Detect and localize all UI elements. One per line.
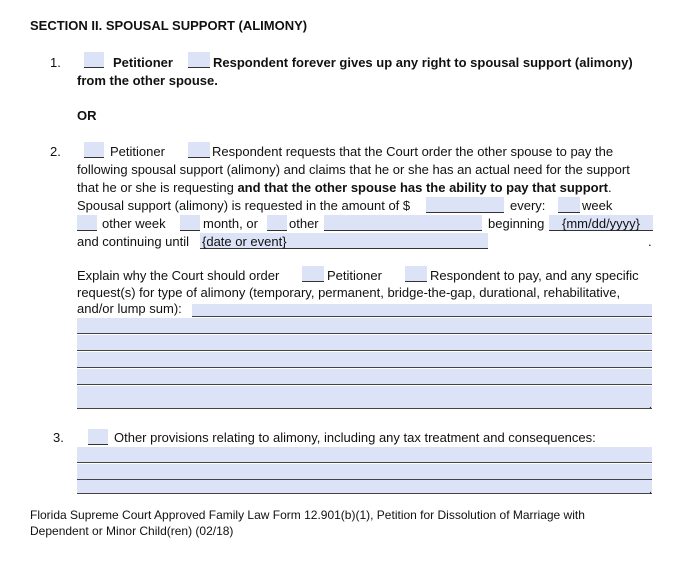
- item3-end-period: .: [649, 485, 652, 496]
- explain-text-line-4[interactable]: [77, 352, 652, 368]
- item1-petitioner-checkbox[interactable]: [84, 52, 104, 68]
- other-label: other: [289, 216, 319, 231]
- item3-checkbox[interactable]: [88, 429, 108, 445]
- footer-line1: Florida Supreme Court Approved Family Law Form 12.901(b)(1), Petition for Dissolution of Marriage with: [30, 508, 585, 522]
- explain-petitioner-checkbox[interactable]: [302, 266, 324, 282]
- beginning-date-placeholder: {mm/dd/yyyy}: [562, 216, 641, 231]
- explain-text-line-3[interactable]: [77, 335, 652, 351]
- item2-petitioner-label: Petitioner: [110, 144, 165, 159]
- item2-number: 2.: [50, 144, 61, 159]
- item1-petitioner-label: Petitioner: [113, 55, 173, 70]
- item3-number: 3.: [53, 430, 64, 445]
- section-title: SECTION II. SPOUSAL SUPPORT (ALIMONY): [30, 18, 308, 33]
- item1-respondent-text: Respondent forever gives up any right to spousal support (alimony): [213, 55, 633, 70]
- item2-amount-label: Spousal support (alimony) is requested in the amount of $: [77, 198, 411, 213]
- item2-line3-bold: and that the other spouse has the ability to pay that support: [237, 180, 608, 195]
- item1-number: 1.: [50, 55, 61, 70]
- item2-line3-end: .: [607, 180, 612, 195]
- explain-text-line-5[interactable]: [77, 369, 652, 385]
- explain-petitioner-label: Petitioner: [327, 268, 382, 283]
- item3-text-line-1[interactable]: [77, 447, 652, 463]
- item1-respondent-checkbox[interactable]: [188, 52, 210, 68]
- item1-line2: from the other spouse.: [77, 73, 218, 88]
- continuing-placeholder: {date or event}: [202, 234, 287, 249]
- footer-line2: Dependent or Minor Child(ren) (02/18): [30, 524, 234, 538]
- explain-text-line-2[interactable]: [77, 318, 652, 334]
- month-label: month, or: [203, 216, 258, 231]
- item2-line3: [77, 180, 612, 196]
- continuing-label: and continuing until: [77, 234, 190, 249]
- explain-text-line-1[interactable]: [192, 304, 652, 317]
- explain-end-period: .: [649, 400, 652, 411]
- other-week-checkbox[interactable]: [77, 215, 97, 231]
- other-checkbox[interactable]: [267, 215, 287, 231]
- week-label: week: [582, 198, 613, 213]
- item2-petitioner-checkbox[interactable]: [84, 142, 104, 158]
- item3-text-line-3[interactable]: [77, 480, 652, 494]
- item3-text: Other provisions relating to alimony, including any tax treatment and consequences:: [114, 430, 596, 445]
- item2-respondent-text: Respondent requests that the Court order the other spouse to pay the: [212, 144, 614, 159]
- month-checkbox[interactable]: [180, 215, 200, 231]
- explain-text-line-7[interactable]: [77, 393, 652, 409]
- every-label: every:: [510, 198, 546, 213]
- item2-respondent-checkbox[interactable]: [188, 142, 210, 158]
- item3-text-line-2[interactable]: [77, 464, 652, 480]
- week-checkbox[interactable]: [558, 197, 580, 213]
- beginning-label: beginning: [488, 216, 545, 231]
- explain-line2: request(s) for type of alimony (temporary, permanent, bridge-the-gap, durational, rehabilitative,: [77, 285, 621, 300]
- item2-line2: following spousal support (alimony) and claims that he or she has an actual need for the support: [77, 162, 630, 177]
- explain-prefix: Explain why the Court should order: [77, 268, 280, 283]
- explain-line3: and/or lump sum):: [77, 301, 182, 316]
- other-field[interactable]: [324, 215, 482, 231]
- explain-respondent-checkbox[interactable]: [405, 266, 427, 282]
- continuing-period: .: [648, 234, 652, 249]
- or-label: OR: [77, 108, 97, 123]
- explain-respondent-text: Respondent to pay, and any specific: [430, 268, 639, 283]
- other-week-label: other week: [102, 216, 166, 231]
- amount-field[interactable]: [426, 197, 504, 213]
- item2-line3-normal: that he or she is requesting: [77, 180, 238, 195]
